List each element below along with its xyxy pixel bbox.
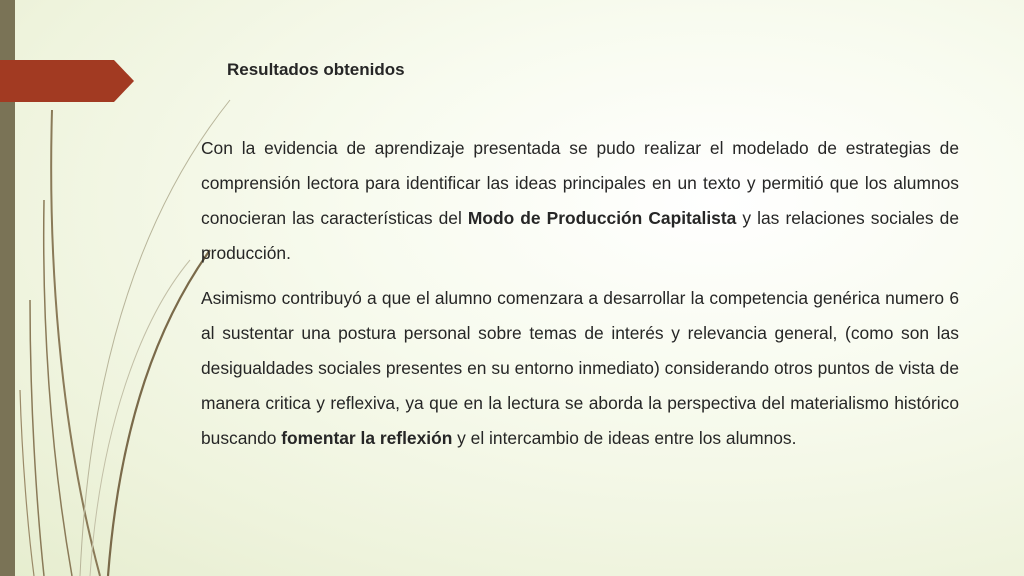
paragraph-1-run-3: y las relaciones sociales de producción. <box>201 208 960 263</box>
paragraph-1-run-1: Con la evidencia de aprendizaje presentada se pudo realizar el modelado de estrategias de comprensión lectora para identificar las ideas principales en un texto y permitió que los alumnos conocieran las características del <box>201 138 959 228</box>
accent-arrow <box>0 60 134 102</box>
paragraph-2-bold-run: fomentar la reflexión <box>281 428 453 448</box>
paragraph-1-bold-run: Modo de Producción Capitalista <box>467 208 737 228</box>
paragraph-2 <box>201 281 959 456</box>
paragraph-2-run-3: y el intercambio de ideas entre los alumnos. <box>452 428 797 448</box>
paragraph-1 <box>201 131 959 271</box>
slide-title: Resultados obtenidos <box>227 60 405 79</box>
paragraph-2-run-1: Asimismo contribuyó a que el alumno comenzara a desarrollar la competencia genérica numero 6 al sustentar una postura personal sobre temas de interés y relevancia general, (como son las desigualdades sociales presentes en su entorno inmediato) considerando otros puntos de vista de manera critica y reflexiva, ya que en la lectura se aborda la perspectiva del materialismo histórico buscando <box>201 288 959 448</box>
